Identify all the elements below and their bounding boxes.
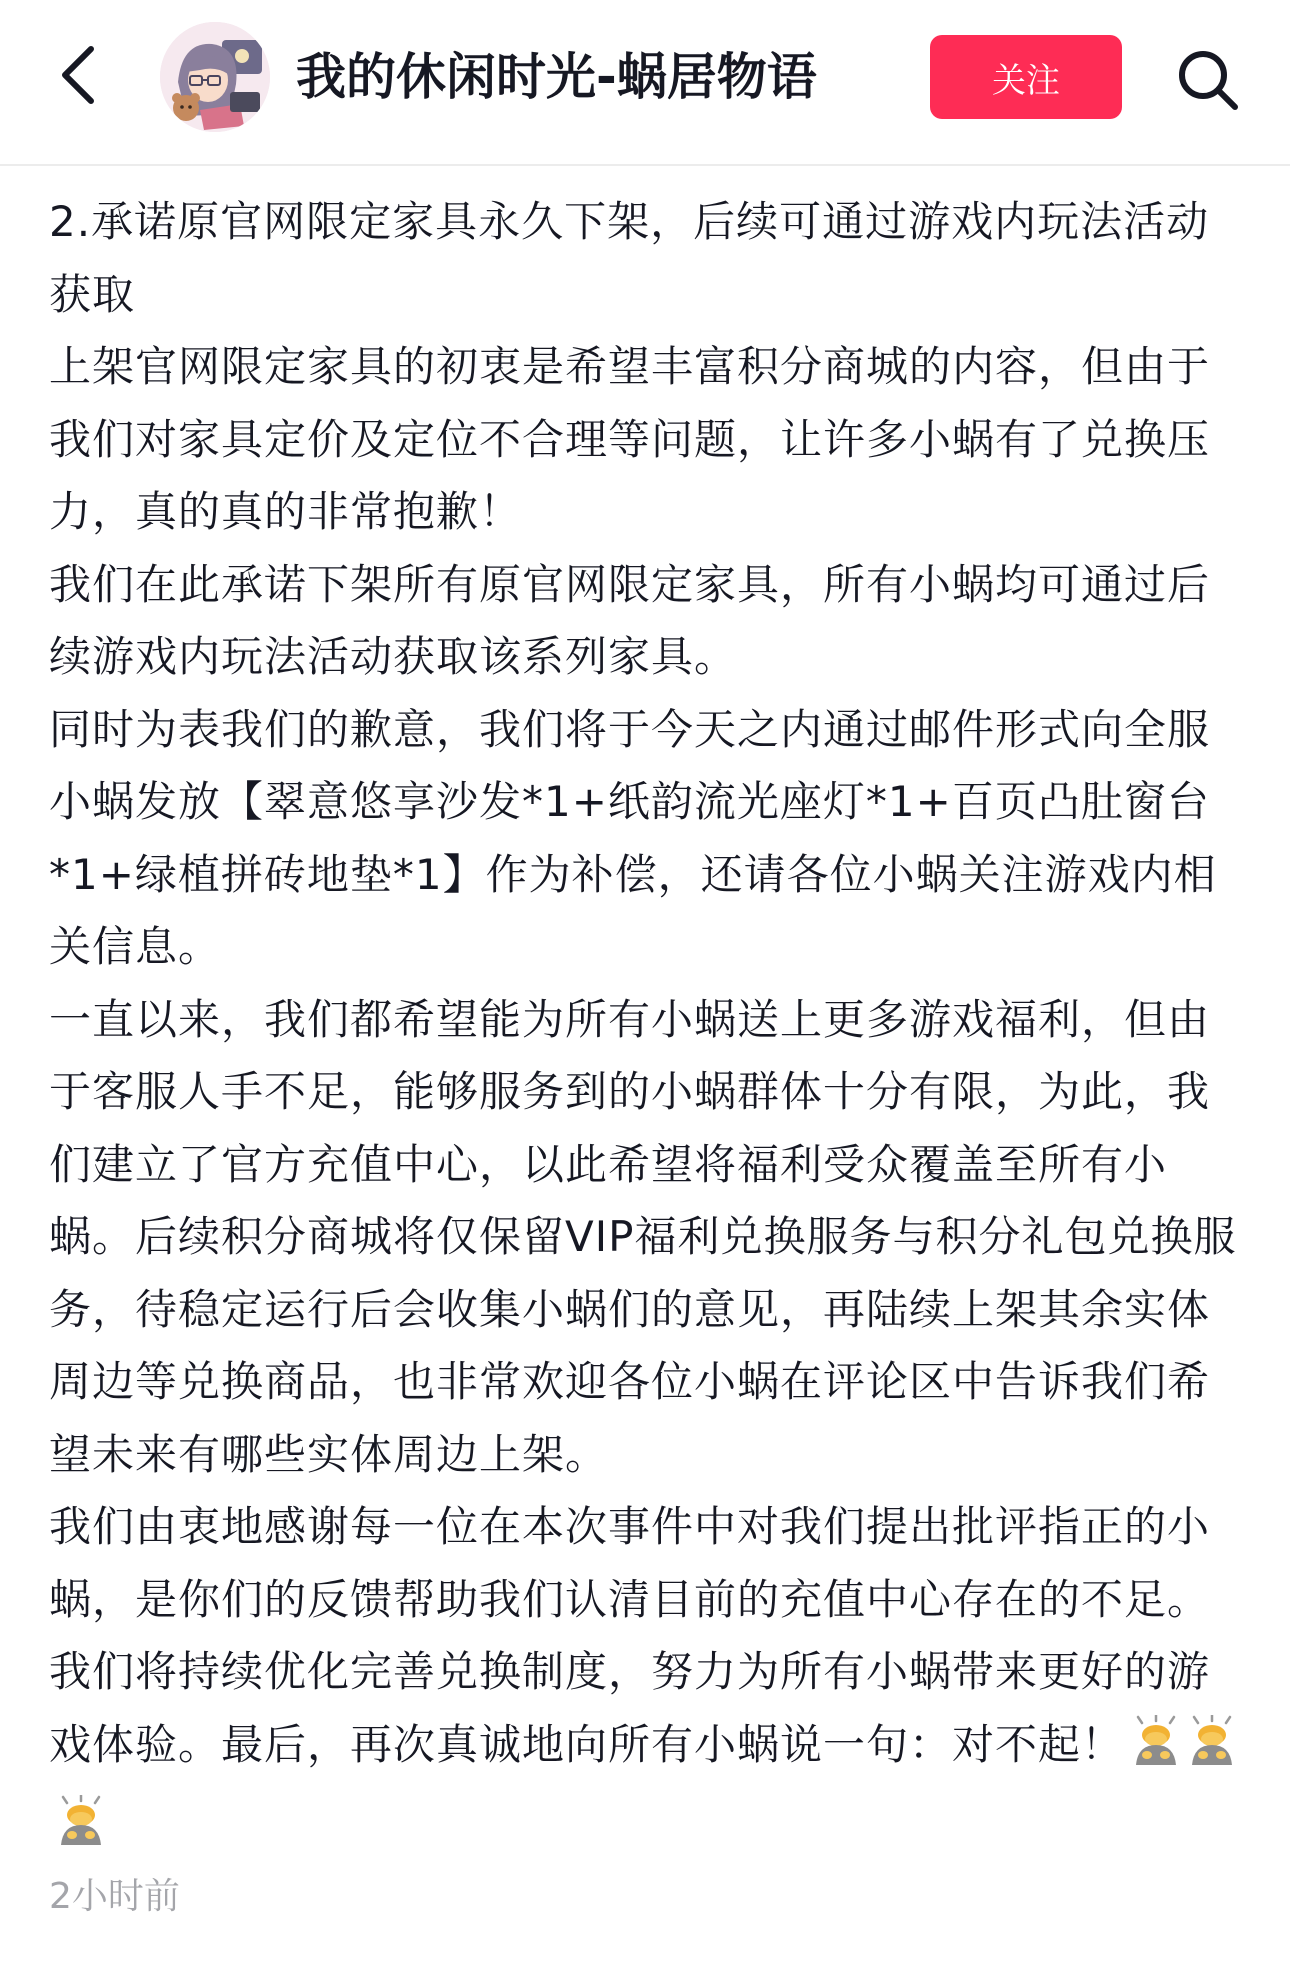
search-icon <box>1175 47 1241 113</box>
post-paragraph: 上架官网限定家具的初衷是希望丰富积分商城的内容，但由于我们对家具定价及定位不合理等问题，让许多小蜗有了兑换压力，真的真的非常抱歉！ <box>49 342 1211 536</box>
avatar-illustration <box>160 22 270 132</box>
follow-button[interactable]: 关注 <box>930 35 1122 119</box>
post-paragraph: 一直以来，我们都希望能为所有小蜗送上更多游戏福利，但由于客服人手不足，能够服务到的小蜗群体十分有限，为此，我们建立了官方充值中心，以此希望将福利受众覆盖至所有小蜗。后续积分商城将仅保留VIP福利兑换服务与积分礼包兑换服务，待稳定运行后会收集小蜗们的意见，再陆续上架其余实体周边等兑换商品，也非常欢迎各位小蜗在评论区中告诉我们希望未来有哪些实体周边上架。 <box>49 994 1237 1479</box>
post-body <box>49 186 1249 1870</box>
post-timestamp: 2小时前 <box>49 1876 180 1917</box>
post-paragraph-last <box>49 1491 1249 1870</box>
person-bowing-emoji <box>1188 1715 1236 1790</box>
person-bowing-emoji <box>57 1795 105 1870</box>
page-title: 我的休闲时光-蜗居物语 <box>296 48 817 106</box>
search-button[interactable] <box>1170 42 1246 118</box>
post-paragraph: 2.承诺原官网限定家具永久下架，后续可通过游戏内玩法活动获取 <box>49 197 1210 319</box>
back-button[interactable] <box>44 40 114 110</box>
top-bar <box>0 0 1290 166</box>
chevron-left-icon <box>57 43 101 107</box>
post-paragraph-text: 我们由衷地感谢每一位在本次事件中对我们提出批评指正的小蜗，是你们的反馈帮助我们认清目前的充值中心存在的不足。我们将持续优化完善兑换制度，努力为所有小蜗带来更好的游戏体验。最后，再次真诚地向所有小蜗说一句：对不起！ <box>49 1502 1211 1769</box>
post-paragraph: 同时为表我们的歉意，我们将于今天之内通过邮件形式向全服小蜗发放【翠意悠享沙发*1+纸韵流光座灯*1+百页凸肚窗台*1+绿植拼砖地垫*1】作为补偿，还请各位小蜗关注游戏内相关信息。 <box>49 704 1217 971</box>
person-bowing-emoji <box>1132 1715 1180 1790</box>
avatar[interactable] <box>160 22 270 132</box>
post-paragraph: 我们在此承诺下架所有原官网限定家具，所有小蜗均可通过后续游戏内玩法活动获取该系列家具。 <box>49 559 1211 681</box>
